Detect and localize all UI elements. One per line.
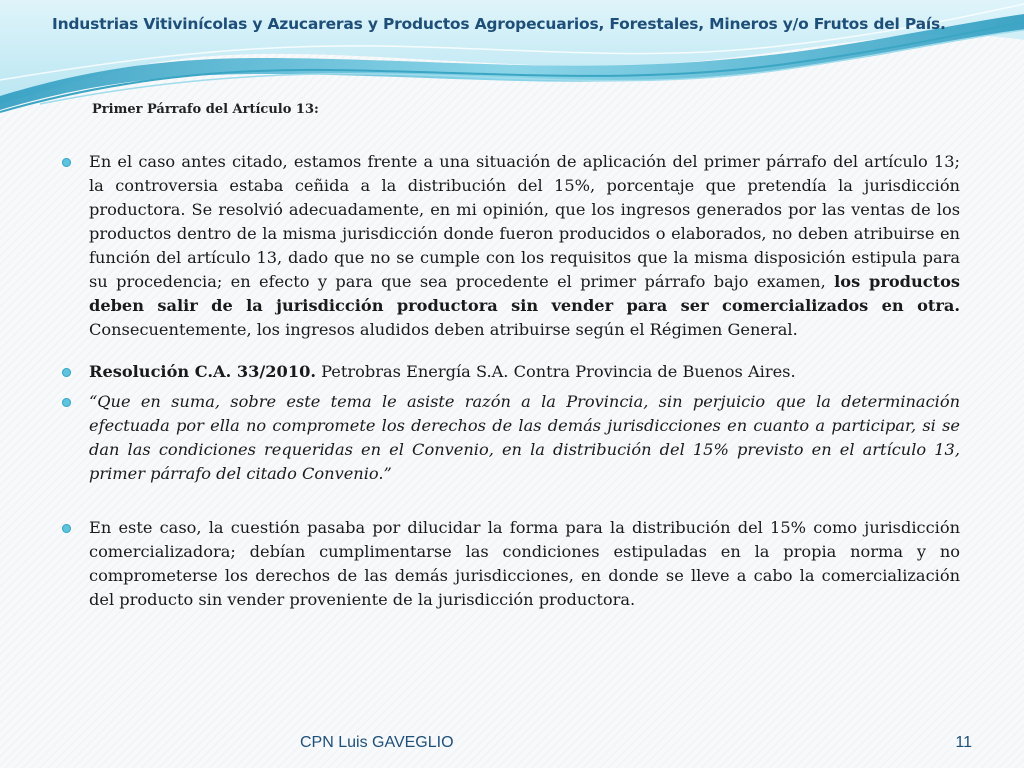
bullet-item (62, 516, 960, 612)
bullet-item (62, 150, 960, 342)
bullet-item (62, 360, 960, 384)
bullet-text: En el caso antes citado, estamos frente a una situación de aplicación del primer párrafo del artículo 13; la controversia estaba ceñida a la distribución del 15%, porcentaje que pretendía la jurisdicción productora. Se resolvió adecuadamente, en mi opinión, que los ingresos generados por las ventas de los productos dentro de la misma jurisdicción donde fueron producidos o elaborados, no deben atribuirse en función del artículo 13, dado que no se cumple con los requisitos que la misma disposición estipula para su procedencia; en efecto y para que sea procedente el primer párrafo bajo examen, (89, 152, 960, 291)
slide-number: 11 (955, 734, 972, 751)
section-subtitle: Primer Párrafo del Artículo 13: (92, 102, 319, 117)
resolution-reference: Resolución C.A. 33/2010. (89, 362, 316, 381)
footer-author: CPN Luis GAVEGLIO (300, 734, 454, 751)
bullet-text: Petrobras Energía S.A. Contra Provincia de Buenos Aires. (315, 362, 796, 381)
bullet-text: En este caso, la cuestión pasaba por dilucidar la forma para la distribución del 15% como jurisdicción comercializadora; debían cumplimentarse las condiciones estipuladas en la propia norma y no comprometerse los derechos de las demás jurisdicciones, en donde se lleve a cabo la comercialización del producto sin vender proveniente de la jurisdicción productora. (89, 518, 960, 609)
slide-title: Industrias Vitivinícolas y Azucareras y Productos Agropecuarios, Forestales, Mineros y/o Frutos del País. (52, 15, 946, 33)
bullet-item (62, 390, 960, 486)
bullet-list (62, 150, 960, 612)
bullet-text: Consecuentemente, los ingresos aludidos deben atribuirse según el Régimen General. (89, 320, 798, 339)
quote-text: “Que en suma, sobre este tema le asiste razón a la Provincia, sin perjuicio que la determinación efectuada por ella no compromete los derechos de las demás jurisdicciones en cuanto a participar, si se dan las condiciones requeridas en el Convenio, en la distribución del 15% previsto en el artículo 13, primer párrafo del citado Convenio.” (89, 392, 960, 483)
bullet-bold-text: los productos deben salir de la jurisdicción productora sin vender para ser comercializados en otra. (89, 272, 961, 315)
